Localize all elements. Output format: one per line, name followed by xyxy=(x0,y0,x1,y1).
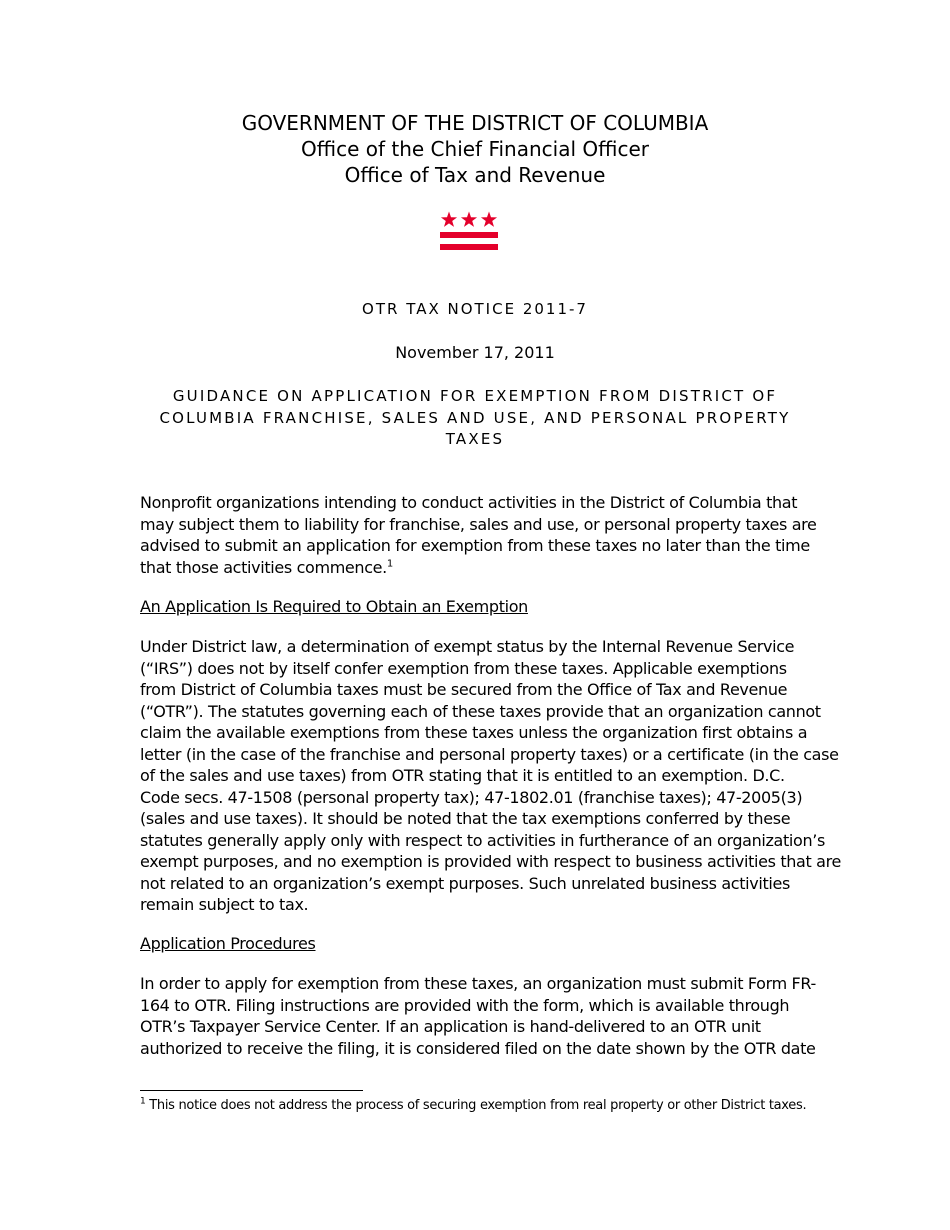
section-heading-application-required: An Application Is Required to Obtain an Exemption xyxy=(140,597,528,616)
footnote-text: This notice does not address the process of securing exemption from real property or other District taxes. xyxy=(149,1098,807,1113)
paragraph-line: OTR’s Taxpayer Service Center. If an application is hand-delivered to an OTR unit xyxy=(140,1017,761,1036)
notice-title xyxy=(140,386,810,451)
letterhead xyxy=(0,110,950,188)
paragraph-line: Under District law, a determination of exempt status by the Internal Revenue Service xyxy=(140,637,795,656)
flag-bar xyxy=(440,244,498,250)
footnote-divider xyxy=(140,1090,363,1091)
flag-star-icon xyxy=(441,212,457,227)
paragraph-line: authorized to receive the filing, it is considered filed on the date shown by the OTR date xyxy=(140,1038,816,1058)
section-heading-application-procedures: Application Procedures xyxy=(140,934,316,953)
section-paragraph-application-required xyxy=(140,636,841,916)
notice-title-line: COLUMBIA FRANCHISE, SALES AND USE, AND PERSONAL PROPERTY xyxy=(159,408,791,427)
letterhead-cfo-office: Office of the Chief Financial Officer xyxy=(301,137,649,161)
paragraph-line: (“IRS”) does not by itself confer exemption from these taxes. Applicable exemptions xyxy=(140,658,787,678)
paragraph-line: statutes generally apply only with respect to activities in furtherance of an organization’s xyxy=(140,830,825,850)
paragraph-line: Nonprofit organizations intending to conduct activities in the District of Columbia that xyxy=(140,493,798,512)
letterhead-government: GOVERNMENT OF THE DISTRICT OF COLUMBIA xyxy=(241,111,709,135)
flag-star-icon xyxy=(481,212,497,227)
section-paragraph-application-procedures xyxy=(140,973,830,1059)
flag-bar xyxy=(440,232,498,238)
paragraph-line: advised to submit an application for exemption from these taxes no later than the time xyxy=(140,536,810,555)
paragraph-line: (“OTR”). The statutes governing each of these taxes provide that an organization cannot xyxy=(140,701,821,721)
paragraph-line: letter (in the case of the franchise and personal property taxes) or a certificate (in the case xyxy=(140,744,839,764)
paragraph-line: In order to apply for exemption from these taxes, an organization must submit Form FR- xyxy=(140,974,816,993)
notice-date: November 17, 2011 xyxy=(395,343,555,362)
paragraph-line: not related to an organization’s exempt purposes. Such unrelated business activities xyxy=(140,873,790,893)
footnote-marker: 1 xyxy=(140,1096,146,1107)
dc-flag-icon xyxy=(440,211,498,255)
paragraph-line-text: that those activities commence. xyxy=(140,557,387,577)
notice-number: OTR TAX NOTICE 2011-7 xyxy=(362,300,588,318)
notice-title-line: GUIDANCE ON APPLICATION FOR EXEMPTION FROM DISTRICT OF xyxy=(172,387,778,405)
paragraph-line: exempt purposes, and no exemption is provided with respect to business activities that are xyxy=(140,852,841,871)
paragraph-line-with-footnote xyxy=(140,557,830,579)
footnote xyxy=(140,1098,806,1113)
paragraph-line: from District of Columbia taxes must be secured from the Office of Tax and Revenue xyxy=(140,680,788,699)
paragraph-line: claim the available exemptions from these taxes unless the organization first obtains a xyxy=(140,723,808,742)
footnote-reference[interactable]: 1 xyxy=(386,558,393,570)
paragraph-line: Code secs. 47-1508 (personal property tax); 47-1802.01 (franchise taxes); 47-2005(3) xyxy=(140,787,803,807)
paragraph-line: 164 to OTR. Filing instructions are provided with the form, which is available through xyxy=(140,995,790,1015)
paragraph-line: (sales and use taxes). It should be noted that the tax exemptions conferred by these xyxy=(140,809,791,828)
paragraph-line: may subject them to liability for franchise, sales and use, or personal property taxes are xyxy=(140,514,817,534)
paragraph-line: of the sales and use taxes) from OTR stating that it is entitled to an exemption. D.C. xyxy=(140,766,785,785)
intro-paragraph xyxy=(140,492,830,578)
flag-star-icon xyxy=(461,212,477,227)
letterhead-otr-office: Office of Tax and Revenue xyxy=(344,163,606,187)
notice-title-line: TAXES xyxy=(445,430,505,448)
paragraph-line: remain subject to tax. xyxy=(140,895,309,914)
